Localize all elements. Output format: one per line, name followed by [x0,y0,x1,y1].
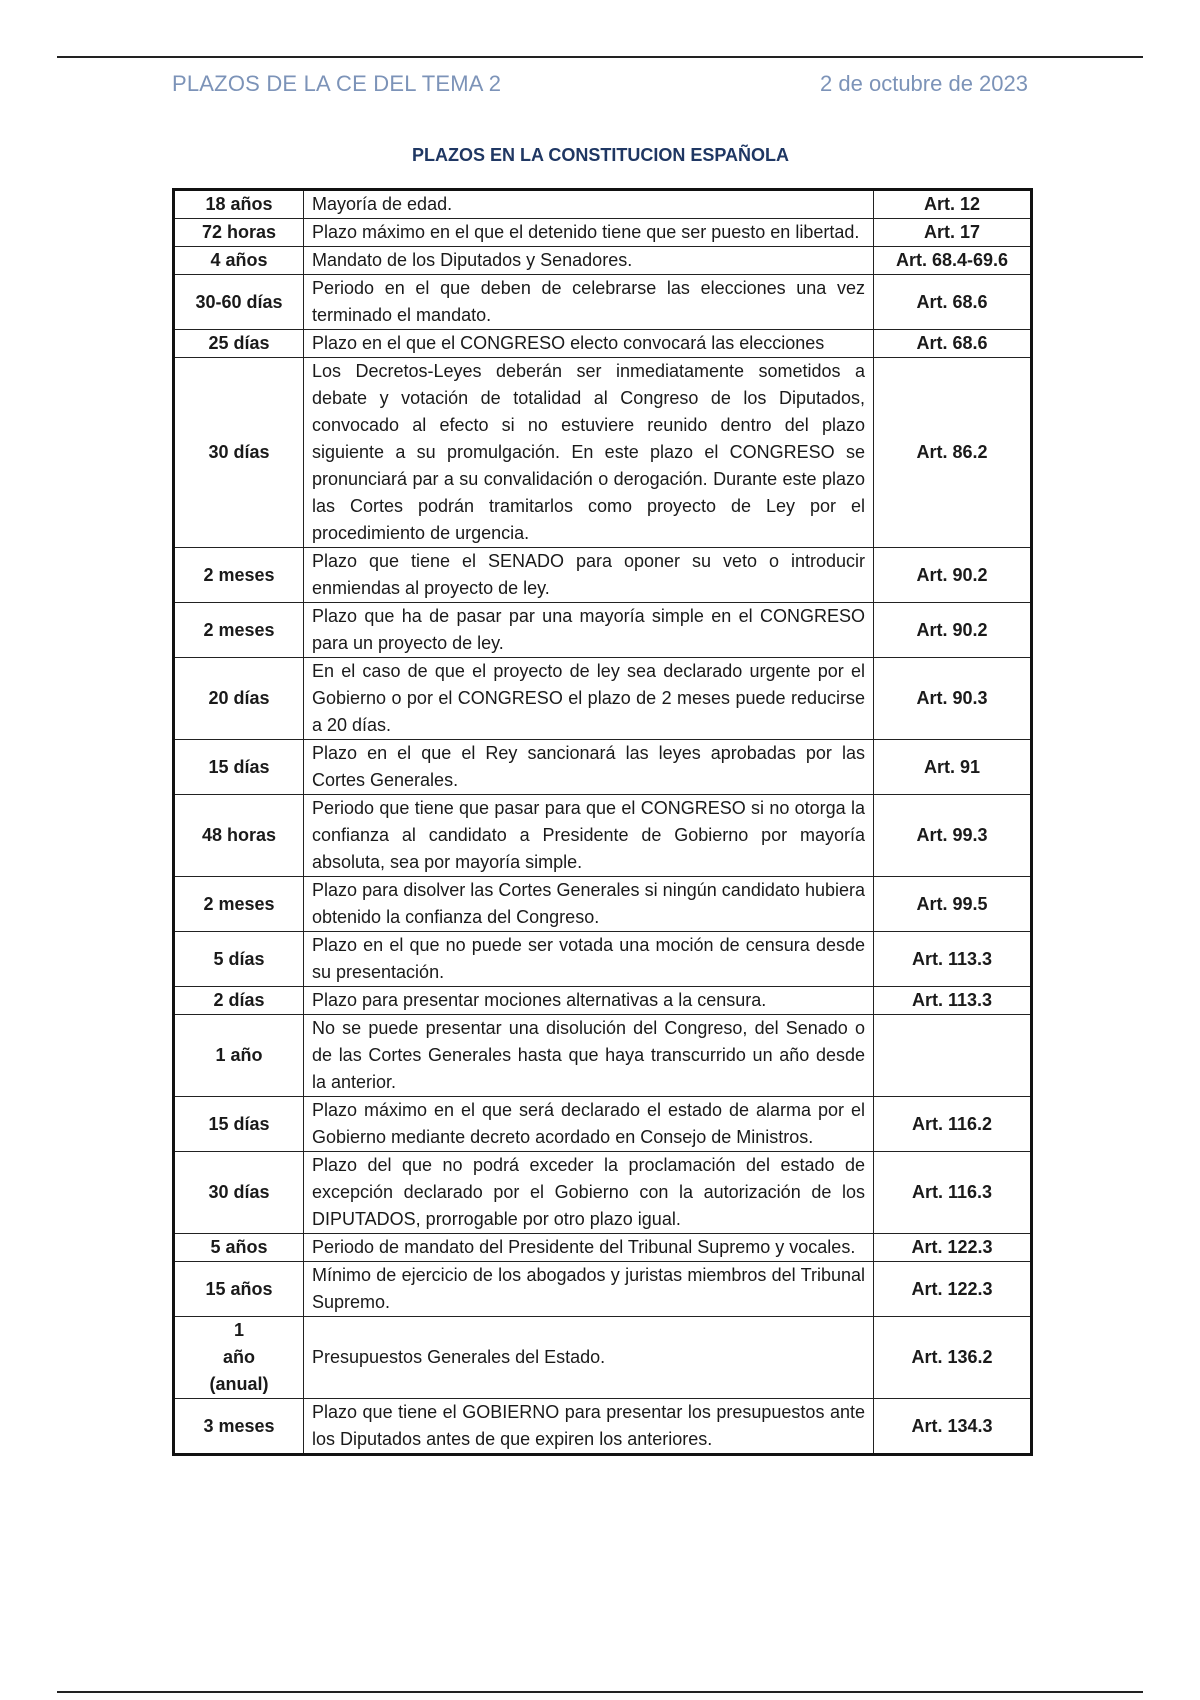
articulo-cell: Art. 122.3 [874,1262,1032,1317]
articulo-cell: Art. 90.3 [874,658,1032,740]
plazo-cell: 3 meses [174,1399,304,1455]
plazo-cell: 30 días [174,1152,304,1234]
plazos-table [172,188,1033,1456]
descripcion-cell: Plazo máximo en el que el detenido tiene que ser puesto en libertad. [304,219,874,247]
document-title: PLAZOS EN LA CONSTITUCION ESPAÑOLA [411,145,789,165]
articulo-cell: Art. 116.2 [874,1097,1032,1152]
table-row [174,190,1032,219]
descripcion-cell: No se puede presentar una disolución del Congreso, del Senado o de las Cortes Generales hasta que haya transcurrido un año desde la anterior. [304,1015,874,1097]
plazo-cell: 15 días [174,740,304,795]
plazo-cell: 5 días [174,932,304,987]
descripcion-cell: Presupuestos Generales del Estado. [304,1317,874,1399]
plazo-cell: 48 horas [174,795,304,877]
articulo-cell: Art. 86.2 [874,358,1032,548]
articulo-cell: Art. 91 [874,740,1032,795]
articulo-cell: Art. 68.6 [874,275,1032,330]
descripcion-cell: Mínimo de ejercicio de los abogados y juristas miembros del Tribunal Supremo. [304,1262,874,1317]
plazo-cell: 15 años [174,1262,304,1317]
table-row [174,275,1032,330]
table-row [174,877,1032,932]
descripcion-cell: Plazo del que no podrá exceder la proclamación del estado de excepción declarado por el Gobierno con la autorización de los DIPUTADOS, prorrogable por otro plazo igual. [304,1152,874,1234]
descripcion-cell: Plazo en el que el CONGRESO electo convocará las elecciones [304,330,874,358]
articulo-cell [874,1015,1032,1097]
plazo-cell: 25 días [174,330,304,358]
descripcion-cell: Mandato de los Diputados y Senadores. [304,247,874,275]
plazo-cell: 72 horas [174,219,304,247]
plazo-cell: 2 meses [174,548,304,603]
articulo-cell: Art. 68.4-69.6 [874,247,1032,275]
table-row [174,1317,1032,1399]
header-date: 2 de octubre de 2023 [820,71,1028,96]
table-row [174,1097,1032,1152]
table-row [174,987,1032,1015]
plazos-table-body [174,190,1032,1455]
plazo-cell: 5 años [174,1234,304,1262]
descripcion-cell: Plazo que tiene el GOBIERNO para presentar los presupuestos ante los Diputados antes de que expiren los anteriores. [304,1399,874,1455]
table-row [174,1152,1032,1234]
table-row [174,358,1032,548]
plazo-cell: 30 días [174,358,304,548]
plazo-cell: 2 días [174,987,304,1015]
plazo-cell: 18 años [174,190,304,219]
footer-rule [57,1691,1143,1693]
plazo-cell: 2 meses [174,603,304,658]
descripcion-cell: Plazo que tiene el SENADO para oponer su veto o introducir enmiendas al proyecto de ley. [304,548,874,603]
table-row [174,795,1032,877]
header-document-topic: PLAZOS DE LA CE DEL TEMA 2 [172,71,502,96]
descripcion-cell: Plazo en el que el Rey sancionará las leyes aprobadas por las Cortes Generales. [304,740,874,795]
table-row [174,330,1032,358]
plazo-cell: 4 años [174,247,304,275]
table-row [174,1262,1032,1317]
table-row [174,740,1032,795]
articulo-cell: Art. 90.2 [874,548,1032,603]
plazo-cell: 15 días [174,1097,304,1152]
table-row [174,1234,1032,1262]
table-row [174,219,1032,247]
descripcion-cell: Plazo en el que no puede ser votada una moción de censura desde su presentación. [304,932,874,987]
plazo-cell: 20 días [174,658,304,740]
table-row [174,548,1032,603]
descripcion-cell: Plazo máximo en el que será declarado el estado de alarma por el Gobierno mediante decreto acordado en Consejo de Ministros. [304,1097,874,1152]
articulo-cell: Art. 90.2 [874,603,1032,658]
articulo-cell: Art. 68.6 [874,330,1032,358]
articulo-cell: Art. 113.3 [874,932,1032,987]
table-row [174,932,1032,987]
descripcion-cell: En el caso de que el proyecto de ley sea declarado urgente por el Gobierno o por el CONGRESO el plazo de 2 meses puede reducirse a 20 días. [304,658,874,740]
articulo-cell: Art. 113.3 [874,987,1032,1015]
descripcion-cell: Plazo que ha de pasar par una mayoría simple en el CONGRESO para un proyecto de ley. [304,603,874,658]
table-row [174,658,1032,740]
articulo-cell: Art. 12 [874,190,1032,219]
table-row [174,1399,1032,1455]
descripcion-cell: Plazo para presentar mociones alternativas a la censura. [304,987,874,1015]
plazo-cell: 30-60 días [174,275,304,330]
table-row [174,247,1032,275]
table-row [174,1015,1032,1097]
articulo-cell: Art. 99.5 [874,877,1032,932]
articulo-cell: Art. 17 [874,219,1032,247]
descripcion-cell: Periodo de mandato del Presidente del Tribunal Supremo y vocales. [304,1234,874,1262]
table-row [174,603,1032,658]
plazo-cell: 1 año (anual) [174,1317,304,1399]
plazo-cell: 2 meses [174,877,304,932]
header-rule [57,56,1143,58]
articulo-cell: Art. 122.3 [874,1234,1032,1262]
descripcion-cell: Periodo en el que deben de celebrarse las elecciones una vez terminado el mandato. [304,275,874,330]
articulo-cell: Art. 116.3 [874,1152,1032,1234]
articulo-cell: Art. 136.2 [874,1317,1032,1399]
descripcion-cell: Plazo para disolver las Cortes Generales si ningún candidato hubiera obtenido la confianza del Congreso. [304,877,874,932]
descripcion-cell: Mayoría de edad. [304,190,874,219]
plazo-cell: 1 año [174,1015,304,1097]
articulo-cell: Art. 99.3 [874,795,1032,877]
descripcion-cell: Los Decretos-Leyes deberán ser inmediatamente sometidos a debate y votación de totalidad al Congreso de los Diputados, convocado al efecto si no estuviere reunido dentro del plazo siguiente a su promulgación. En este plazo el CONGRESO se pronunciará par a su convalidación o derogación. Durante este plazo las Cortes podrán tramitarlos como proyecto de Ley por el procedimiento de urgencia. [304,358,874,548]
descripcion-cell: Periodo que tiene que pasar para que el CONGRESO si no otorga la confianza al candidato a Presidente de Gobierno por mayoría absoluta, sea por mayoría simple. [304,795,874,877]
articulo-cell: Art. 134.3 [874,1399,1032,1455]
